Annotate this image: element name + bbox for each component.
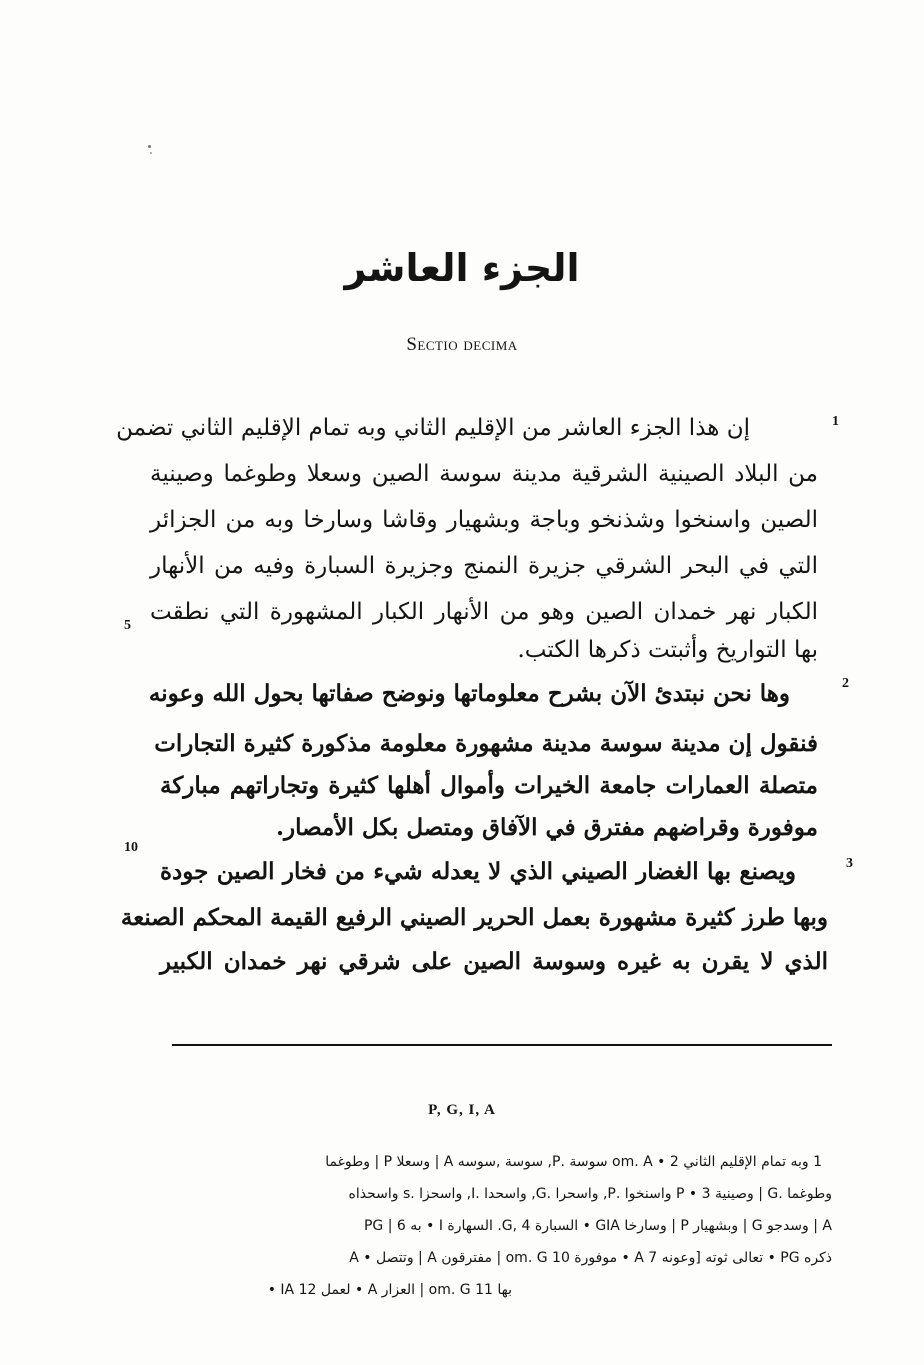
paper-speck [148,145,151,148]
text-line: وبها طرز كثيرة مشهورة بعمل الحرير الصيني الرفيع القيمة المحكم الصنعة [120,904,828,931]
footnote-rule [172,1044,832,1046]
text-line: بها التواريخ وأثبتت ذكرها الكتب. [517,637,818,663]
apparatus-line: وطوغما .G | وصينية P • 3 واسنخوا .P, واسحرا .G, واسحدا .I, واسحزا .s واسحذاه [348,1186,832,1202]
text-line: وها نحن نبتدئ الآن بشرح معلوماتها ونوضح صفاتها بحول الله وعونه [148,680,790,707]
text-line: من البلاد الصينية الشرقية مدينة سوسة الصين وسعلا وطوغما وصينية [150,461,818,487]
line-number: 5 [124,618,131,633]
text-line: الصين واسنخوا وشذنخو وباجة وبشهيار وقاشا وسارخا وبه من الجزائر [150,507,818,533]
text-line: فنقول إن مدينة سوسة مدينة مشهورة معلومة مذكورة كثيرة التجارات [154,730,818,757]
section-number: 3 [846,856,853,871]
apparatus-line: PG | به 6 • I السهارة .G, السبارة 4 • GIA وسارخا | P وبشهيار | G وسدجو | A [363,1218,832,1234]
paper-speck [150,152,152,154]
section-number: 2 [842,676,849,691]
text-line: الكبار نهر خمدان الصين وهو من الأنهار الكبار المشهورة التي نطقت [150,599,818,625]
page-heading: الجزء العاشر [344,246,580,290]
text-line: متصلة العمارات جامعة الخيرات وأموال أهلها كثيرة وتجاراتهم مباركة [160,772,818,799]
manuscript-sigla: P, G, I, A [428,1102,496,1118]
text-line: الذي لا يقرن به غيره وسوسة الصين على شرقي نهر خمدان الكبير [160,948,828,975]
apparatus-line: • IA لعمل 12 • A العزار | om. G بها 11 [267,1282,512,1298]
text-line: إن هذا الجزء العاشر من الإقليم الثاني وبه تمام الإقليم الثاني تضمن [116,415,750,441]
line-number: 10 [124,840,138,855]
apparatus-line: 1 وبه تمام الإقليم الثاني om. A • 2 سوسة .P, سوسة ,سوسه A | وسعلا P | وطوغما [325,1154,822,1170]
section-number: 1 [832,414,839,429]
text-line: التي في البحر الشرقي جزيرة النمنج وجزيرة السبارة وفيه من الأنهار [150,553,818,579]
text-line: ويصنع بها الغضار الصيني الذي لا يعدله شيء من فخار الصين جودة [160,858,796,885]
page-subheading: Sectio decima [406,334,518,355]
apparatus-line: A • وتتصل | A مفترقون | om. G موفورة 10 • A تعالى ثوته [وعونه 7 • PG ذكره [349,1250,832,1266]
text-line: موفورة وقراضهم مفترق في الآفاق ومتصل بكل الأمصار. [275,814,818,841]
